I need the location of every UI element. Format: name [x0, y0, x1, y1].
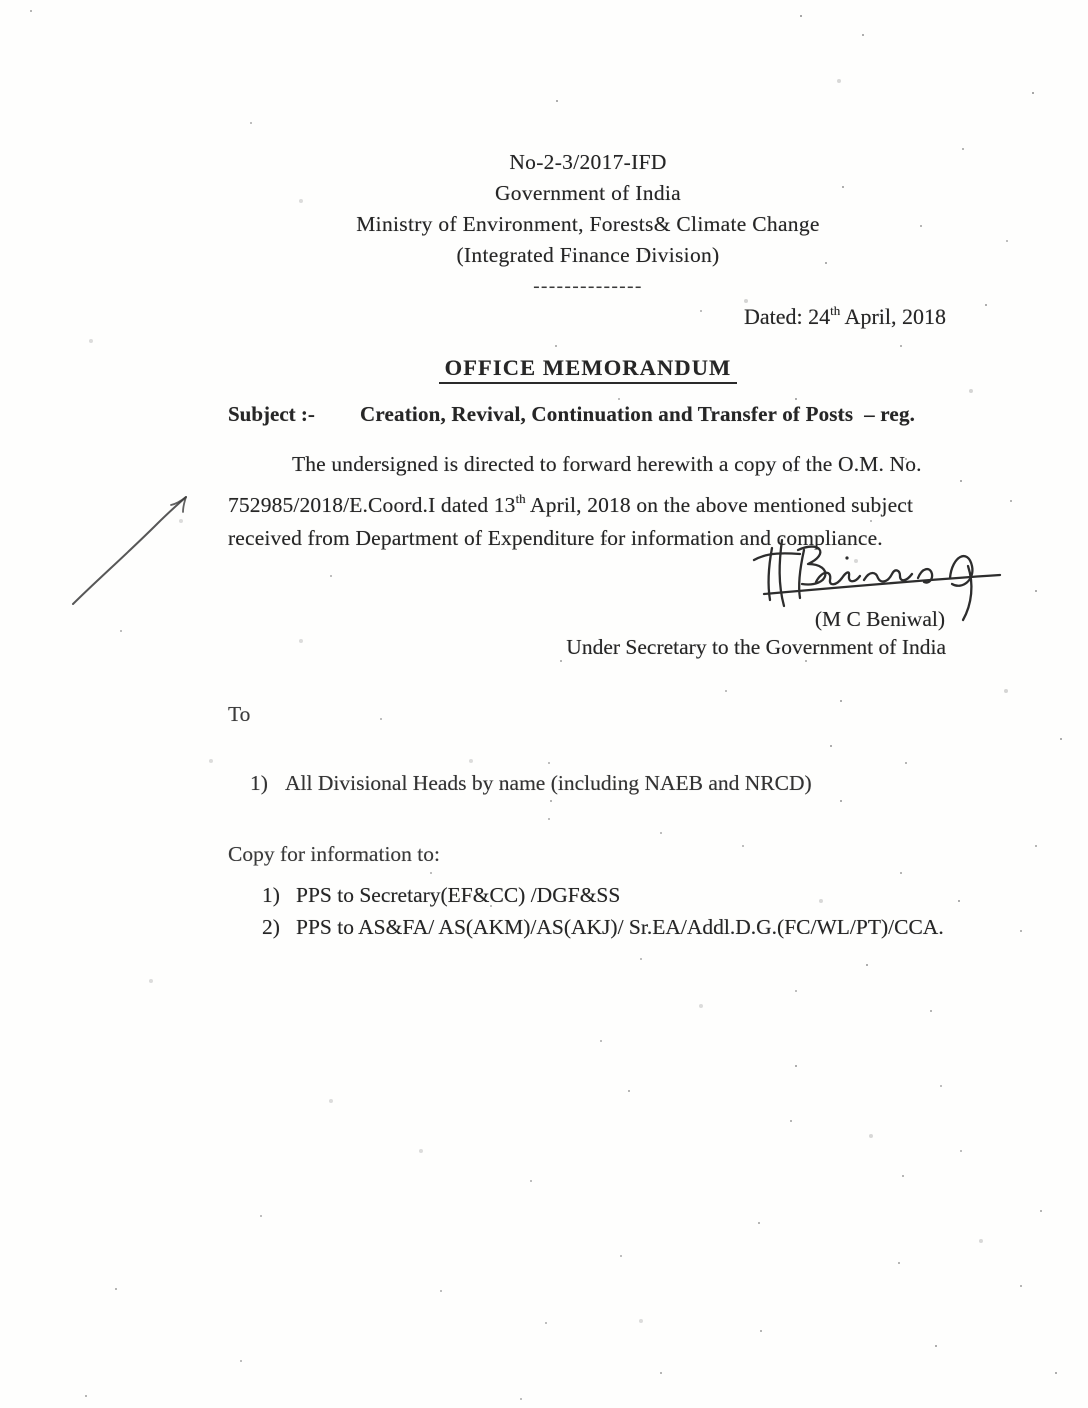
memo-title-wrap: [88, 355, 1088, 384]
subject-label: Subject :-: [228, 402, 315, 426]
scan-noise-light: [0, 0, 2, 2]
subject-text: Creation, Revival, Continuation and Transfer of Posts – reg.: [360, 402, 916, 426]
division-name: (Integrated Finance Division): [456, 243, 720, 267]
cc-list-item: [262, 883, 620, 908]
org-name: Government of India: [494, 181, 681, 205]
copy-for-information-label: Copy for information to:: [228, 842, 440, 866]
item-text: All Divisional Heads by name (including NAEB and NRCD): [285, 771, 812, 795]
cc-list-item: [262, 915, 944, 940]
to-label: To: [228, 702, 251, 726]
date-pre: Dated: 24: [743, 304, 831, 329]
ministry-name: Ministry of Environment, Forests& Climate Change: [356, 212, 820, 236]
signatory-designation: Under Secretary to the Government of India: [566, 635, 946, 659]
signatory-name: (M C Beniwal): [814, 607, 945, 631]
ordinal-superscript: th: [830, 303, 841, 318]
item-text: PPS to Secretary(EF&CC) /DGF&SS: [296, 883, 621, 907]
body-line-2: [228, 482, 958, 523]
item-number: 1): [262, 883, 280, 907]
body-line-2-post: April, 2018 on the above mentioned subject: [525, 492, 914, 517]
body-line-2-pre: 752985/2018/E.Coord.I dated 13: [228, 492, 516, 517]
ordinal-superscript: th: [515, 490, 526, 506]
body-line-3: received from Department of Expenditure for information and compliance.: [228, 526, 883, 550]
date-line: [744, 303, 946, 330]
addressee-list-item: [250, 771, 812, 796]
subject-row: [228, 402, 968, 427]
diagonal-pen-stroke: [55, 478, 205, 618]
separator-dashes: --------------: [533, 276, 643, 297]
item-number: 1): [250, 771, 268, 795]
letterhead: [88, 147, 1088, 302]
date-post: April, 2018: [840, 304, 946, 329]
body-line-1: The undersigned is directed to forward herewith a copy of the O.M. No.: [292, 452, 922, 476]
item-text: PPS to AS&FA/ AS(AKM)/AS(AKJ)/ Sr.EA/Addl.D.G.(FC/WL/PT)/CCA.: [296, 915, 944, 939]
memo-title: OFFICE MEMORANDUM: [439, 355, 738, 384]
reference-number: No-2-3/2017-IFD: [509, 150, 667, 174]
item-number: 2): [262, 915, 280, 939]
